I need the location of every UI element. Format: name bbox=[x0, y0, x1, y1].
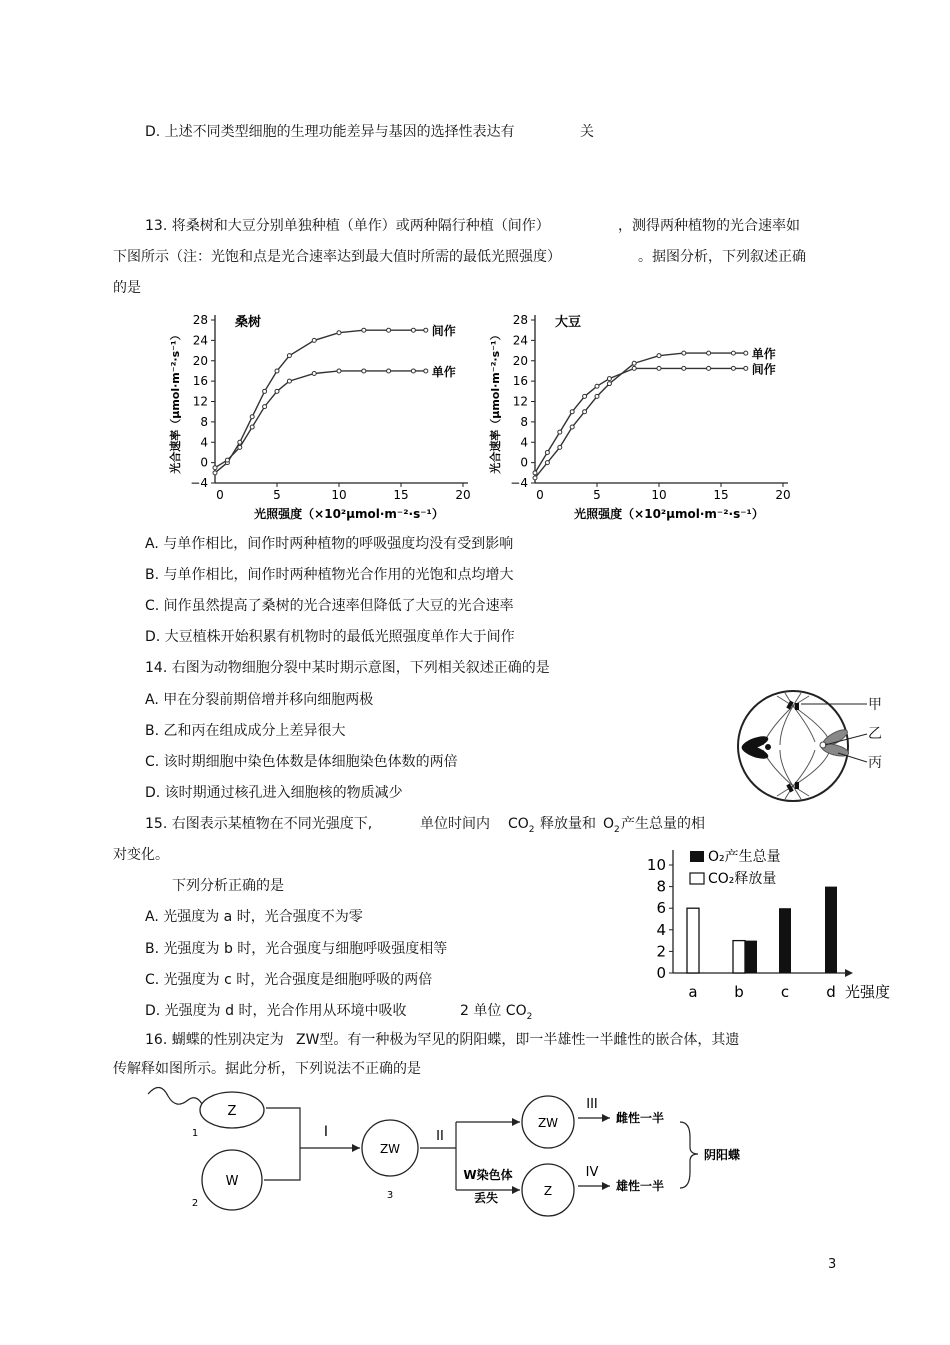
x-tick-label: 20 bbox=[775, 488, 791, 502]
data-point bbox=[263, 389, 267, 393]
series-label: 间作 bbox=[431, 324, 456, 339]
series-line bbox=[215, 330, 426, 473]
x-axis-label: 光强度 bbox=[845, 983, 891, 1000]
num-2: 2 bbox=[191, 1198, 199, 1209]
cell5-label: Z bbox=[543, 1184, 553, 1198]
y-tick-label: 4 bbox=[520, 435, 528, 450]
y-tick-label: 16 bbox=[192, 374, 208, 389]
data-point bbox=[387, 328, 391, 332]
bar-co2 bbox=[733, 941, 745, 973]
y-tick-label: 0 bbox=[656, 964, 666, 982]
y-tick-label: 6 bbox=[656, 899, 666, 918]
category-label: d bbox=[826, 983, 836, 1000]
q16-stem-1b: ZW型。有一种极为罕见的阴阳蝶，即一半雄性一半雌性的嵌合体，其遗 bbox=[296, 1032, 740, 1048]
cell1-label: Z bbox=[227, 1104, 237, 1119]
x-tick-label: 15 bbox=[393, 488, 409, 502]
male-half-label: 雄性一半 bbox=[616, 1179, 665, 1193]
bar-o2 bbox=[825, 887, 837, 973]
q13-option-b: B. 与单作相比，间作时两种植物光合作用的光饱和点均增大 bbox=[145, 567, 514, 583]
chart-soybean bbox=[488, 313, 791, 521]
x-tick-label: 10 bbox=[331, 488, 347, 502]
q12-option-d-tail: 关 bbox=[580, 124, 594, 140]
y-tick-label: 12 bbox=[512, 394, 528, 409]
y-tick-label: 28 bbox=[192, 313, 208, 327]
y-axis-label: 光合速率（μmol·m⁻²·s⁻¹） bbox=[489, 329, 502, 474]
q13-stem-2a: 下图所示（注：光饱和点是光合速率达到最大值时所需的最低光照强度） bbox=[113, 249, 561, 265]
data-point bbox=[238, 440, 242, 444]
q13-option-d: D. 大豆植株开始积累有机物时的最低光照强度单作大于间作 bbox=[145, 629, 515, 645]
data-point bbox=[607, 382, 611, 386]
step-III: III bbox=[586, 1097, 598, 1112]
data-point bbox=[411, 369, 415, 373]
q15-stem-1c: $CO_2$ bbox=[508, 816, 535, 835]
q13-stem-1b: ，测得两种植物的光合速率如 bbox=[618, 218, 800, 234]
data-point bbox=[558, 430, 562, 434]
y-tick-label: 12 bbox=[192, 394, 208, 409]
q15-option-d-tail: 2 单位 $CO_2$ bbox=[460, 1003, 533, 1022]
y-tick-label: 28 bbox=[512, 313, 528, 327]
q15-option-d: D. 光强度为 d 时，光合作用从环境中吸收 bbox=[145, 1003, 407, 1019]
data-point bbox=[682, 366, 686, 370]
q13-charts bbox=[165, 305, 815, 530]
data-point bbox=[387, 369, 391, 373]
x-tick-label: 0 bbox=[536, 488, 544, 502]
data-point bbox=[558, 445, 562, 449]
x-tick-label: 5 bbox=[273, 488, 281, 502]
category-label: c bbox=[780, 983, 790, 1000]
brace bbox=[680, 1122, 698, 1188]
q16-stem-2: 传解释如图所示。据此分析，下列说法不正确的是 bbox=[113, 1061, 421, 1077]
y-tick-label: 20 bbox=[512, 353, 528, 368]
y-tick-label: 8 bbox=[656, 877, 666, 896]
data-point bbox=[225, 458, 229, 462]
y-tick-label: 20 bbox=[192, 353, 208, 368]
data-point bbox=[287, 354, 291, 358]
q13-stem-3: 的是 bbox=[113, 280, 141, 296]
page-number: 3 bbox=[828, 1257, 837, 1272]
data-point bbox=[744, 351, 748, 355]
q15-stem-1a: 15. 右图表示某植物在不同光强度下, bbox=[145, 816, 373, 832]
q15-bar-chart bbox=[645, 840, 905, 1000]
q14-option-c: C. 该时期细胞中染色体数是体细胞染色体数的两倍 bbox=[145, 754, 458, 770]
y-tick-label: −4 bbox=[510, 476, 528, 490]
data-point bbox=[632, 361, 636, 365]
x-tick-label: 20 bbox=[455, 488, 471, 502]
q14-option-d: D. 该时期通过核孔进入细胞核的物质减少 bbox=[145, 785, 403, 801]
data-point bbox=[213, 471, 217, 475]
y-tick-label: 4 bbox=[200, 435, 208, 450]
result-label: 阴阳蝶 bbox=[704, 1148, 741, 1162]
y-tick-label: 0 bbox=[200, 455, 208, 470]
data-point bbox=[595, 384, 599, 388]
y-tick-label: 4 bbox=[656, 920, 666, 939]
q14-option-b: B. 乙和丙在组成成分上差异很大 bbox=[145, 723, 346, 739]
label-jia: 甲 bbox=[868, 697, 882, 713]
data-point bbox=[411, 328, 415, 332]
step-IV: IV bbox=[585, 1165, 599, 1180]
category-label: a bbox=[688, 983, 698, 1000]
x-tick-label: 15 bbox=[713, 488, 729, 502]
series-line bbox=[535, 368, 746, 472]
x-axis-label: 光照强度（×10²μmol·m⁻²·s⁻¹） bbox=[574, 507, 764, 521]
data-point bbox=[424, 369, 428, 373]
data-point bbox=[570, 425, 574, 429]
x-tick-label: 0 bbox=[216, 488, 224, 502]
q15-stem-2: 对变化。 bbox=[113, 847, 169, 863]
y-tick-label: 10 bbox=[646, 856, 666, 874]
data-point bbox=[238, 445, 242, 449]
q15-option-b: B. 光强度为 b 时，光合强度与细胞呼吸强度相等 bbox=[145, 941, 448, 957]
x-tick-label: 10 bbox=[651, 488, 667, 502]
data-point bbox=[337, 331, 341, 335]
q15-option-a: A. 光强度为 a 时，光合强度不为零 bbox=[145, 909, 363, 925]
q15-option-c: C. 光强度为 c 时，光合强度是细胞呼吸的两倍 bbox=[145, 972, 433, 988]
cell-division-diagram bbox=[735, 688, 885, 806]
q14-option-a: A. 甲在分裂前期倍增并移向细胞两极 bbox=[145, 692, 374, 708]
data-point bbox=[583, 394, 587, 398]
data-point bbox=[213, 466, 217, 470]
q13-option-a: A. 与单作相比，间作时两种植物的呼吸强度均没有受到影响 bbox=[145, 536, 514, 552]
data-point bbox=[570, 410, 574, 414]
label-bing: 丙 bbox=[868, 755, 882, 771]
data-point bbox=[731, 366, 735, 370]
cell3-label: ZW bbox=[379, 1142, 401, 1156]
data-point bbox=[607, 377, 611, 381]
num-3: 3 bbox=[386, 1190, 394, 1201]
y-tick-label: −4 bbox=[190, 476, 208, 490]
chromosome-black bbox=[740, 734, 771, 762]
legend-swatch-o2 bbox=[690, 851, 704, 862]
data-point bbox=[657, 354, 661, 358]
label-yi: 乙 bbox=[868, 726, 882, 742]
data-point bbox=[632, 366, 636, 370]
w-lost-label-b: 丢失 bbox=[473, 1191, 499, 1205]
q15-stem-1d: 释放量和 bbox=[540, 816, 596, 832]
series-label: 单作 bbox=[431, 364, 456, 379]
y-tick-label: 24 bbox=[192, 333, 208, 348]
chart-mulberry bbox=[168, 313, 471, 521]
data-point bbox=[707, 366, 711, 370]
chart-title: 大豆 bbox=[555, 315, 582, 330]
data-point bbox=[312, 338, 316, 342]
y-tick-label: 24 bbox=[512, 333, 528, 348]
bar-o2 bbox=[779, 908, 791, 973]
data-point bbox=[545, 461, 549, 465]
cell4-label: ZW bbox=[537, 1116, 559, 1130]
q15-stem-1f: 产生总量的相 bbox=[621, 816, 705, 832]
y-axis-label: 光合速率（μmol·m⁻²·s⁻¹） bbox=[169, 329, 182, 474]
data-point bbox=[275, 389, 279, 393]
q13-stem-2b: 。据图分析，下列叙述正确 bbox=[638, 249, 806, 265]
data-point bbox=[682, 351, 686, 355]
data-point bbox=[545, 450, 549, 454]
series-line bbox=[535, 353, 746, 478]
category-label: b bbox=[734, 983, 744, 1000]
data-point bbox=[250, 425, 254, 429]
q15-stem-3: 下列分析正确的是 bbox=[172, 878, 284, 894]
y-tick-label: 8 bbox=[520, 414, 528, 429]
num-1: 1 bbox=[191, 1128, 199, 1139]
q13-stem-1a: 13. 将桑树和大豆分别单独种植（单作）或两种隔行种植（间作） bbox=[145, 218, 550, 234]
sperm-tail bbox=[148, 1087, 202, 1104]
w-lost-label-a: W染色体 bbox=[463, 1168, 513, 1182]
data-point bbox=[533, 476, 537, 480]
legend-label-co2: CO₂释放量 bbox=[708, 871, 777, 887]
data-point bbox=[337, 369, 341, 373]
series-line bbox=[215, 371, 426, 468]
data-point bbox=[707, 351, 711, 355]
cell2-label: W bbox=[225, 1174, 239, 1189]
bar-co2 bbox=[687, 908, 699, 973]
y-tick-label: 0 bbox=[520, 455, 528, 470]
step-II: II bbox=[436, 1129, 444, 1144]
q16-diagram bbox=[140, 1082, 760, 1222]
female-half-label: 雌性一半 bbox=[616, 1111, 665, 1125]
x-tick-label: 5 bbox=[593, 488, 601, 502]
y-tick-label: 2 bbox=[656, 942, 666, 961]
x-axis-arrow bbox=[845, 969, 853, 977]
data-point bbox=[312, 371, 316, 375]
y-tick-label: 16 bbox=[512, 374, 528, 389]
data-point bbox=[263, 405, 267, 409]
data-point bbox=[583, 410, 587, 414]
q12-option-d: D. 上述不同类型细胞的生理功能差异与基因的选择性表达有 bbox=[145, 124, 515, 140]
data-point bbox=[275, 369, 279, 373]
data-point bbox=[250, 415, 254, 419]
q15-stem-1e: $O_2$ bbox=[603, 816, 620, 835]
data-point bbox=[744, 366, 748, 370]
data-point bbox=[424, 328, 428, 332]
series-label: 单作 bbox=[751, 347, 776, 362]
x-axis-label: 光照强度（×10²μmol·m⁻²·s⁻¹） bbox=[254, 507, 444, 521]
q13-option-c: C. 间作虽然提高了桑树的光合速率但降低了大豆的光合速率 bbox=[145, 598, 514, 614]
q15-stem-1b: 单位时间内 bbox=[420, 816, 490, 832]
data-point bbox=[595, 394, 599, 398]
data-point bbox=[533, 471, 537, 475]
data-point bbox=[657, 366, 661, 370]
data-point bbox=[287, 379, 291, 383]
data-point bbox=[731, 351, 735, 355]
q16-stem-1a: 16. 蝴蝶的性别决定为 bbox=[145, 1032, 284, 1048]
q14-stem: 14. 右图为动物细胞分裂中某时期示意图，下列相关叙述正确的是 bbox=[145, 660, 550, 676]
bar-o2 bbox=[745, 941, 757, 973]
data-point bbox=[362, 328, 366, 332]
data-point bbox=[362, 369, 366, 373]
chart-title: 桑树 bbox=[235, 315, 262, 330]
legend-label-o2: O₂产生总量 bbox=[708, 849, 781, 865]
legend-swatch-co2 bbox=[690, 873, 704, 884]
series-label: 间作 bbox=[751, 362, 776, 377]
step-I: I bbox=[323, 1124, 329, 1140]
y-tick-label: 8 bbox=[200, 414, 208, 429]
